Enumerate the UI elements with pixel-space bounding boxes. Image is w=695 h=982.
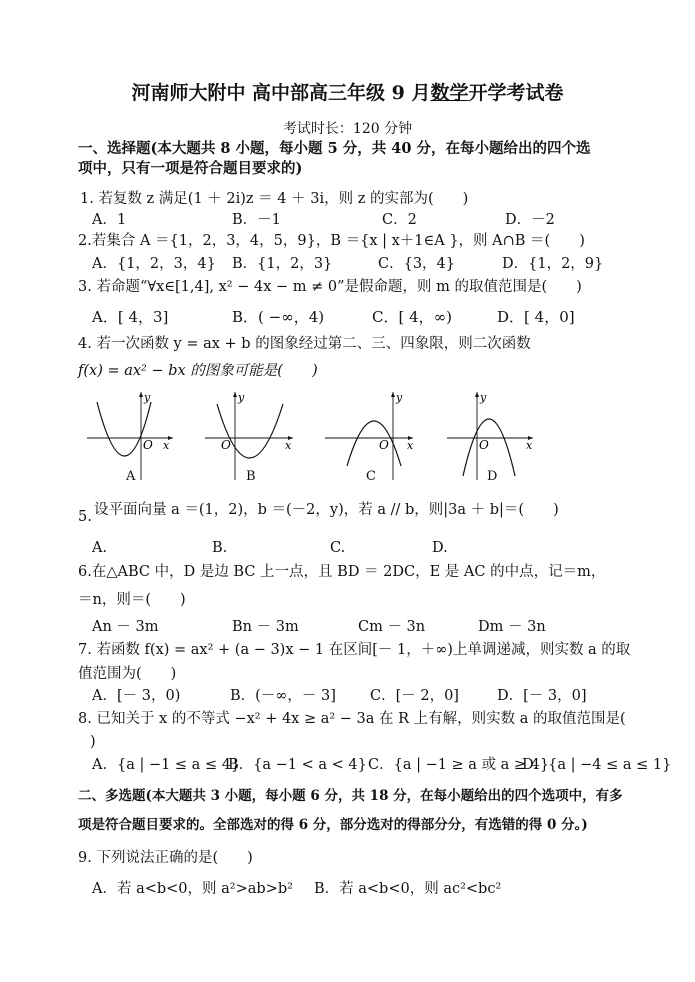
section2-heading-line2: 项是符合题目要求的。全部选对的得 6 分，部分选对的得部分分，有选错的得 0 分。) [78,817,588,833]
graph-c-y-label: y [396,391,403,404]
q4-graph-options [85,390,555,482]
q4-label-b: B [246,469,256,484]
q4-graph-d [447,391,533,480]
q4-graph-b [205,391,293,480]
q8-stem-line1: 8. 已知关于 x 的不等式 −x² + 4x ≥ a² − 3a 在 R 上有解，则实数 a 的取值范围是( [78,711,626,727]
q8-option-b: B．{a −1 < a < 4} [228,757,367,773]
q9-option-a: A．若 a<b<0，则 a²>ab>b² [92,881,293,897]
q1-option-c: C．2 [382,212,417,228]
q9-stem: 9. 下列说法正确的是( ) [78,850,253,866]
graph-d-x-label: x [526,439,533,452]
exam-title [0,80,695,106]
q4-graph-c [325,391,414,480]
q6-stem-line1: 6.在△ABC 中，D 是边 BC 上一点，且 BD ＝ 2DC，E 是 AC 的中点，记＝m， [78,564,606,580]
graph-b-y-label: y [238,391,245,404]
q8-stem-line2: ) [90,734,96,750]
graph-a-x-label: x [163,439,170,452]
q2-option-a: A．{1，2，3，4} [92,256,216,272]
q2-option-b: B．{1，2，3} [232,256,333,272]
q3-option-a: A．[ 4，3] [92,308,169,326]
section1-heading-line1: 一、选择题(本大题共 8 小题，每小题 5 分，共 40 分，在每小题给出的四个选 [78,140,591,157]
q5-stem: 设平面向量 a ＝(1，2)，b ＝(－2，y)，若 a // b，则|3a ＋ b|＝( ) [94,502,559,518]
q2-stem: 2.若集合 A ＝{1，2，3，4，5，9}，B ＝{x | x＋1∈A }，则 A∩B ＝( ) [78,233,585,249]
section1-heading-line2: 项中，只有一项是符合题目要求的) [78,160,303,177]
q6-option-a: An － 3m [92,619,159,635]
q4-label-a: A [126,469,136,484]
graph-c-origin: O [379,438,389,452]
q1-option-b: B．－1 [232,212,281,228]
q5-option-d: D. [432,540,448,556]
graph-a-y-label: y [144,391,151,404]
q4-graph-a [87,391,173,480]
q1-option-d: D．－2 [505,212,555,228]
q4-label-d: D [487,469,498,484]
q5-number: 5. [78,509,92,525]
q6-option-b: Bn － 3m [232,619,299,635]
q7-stem-line1: 7. 若函数 f(x) = ax² + (a − 3)x − 1 在区间[－ 1，＋∞)上单调递减，则实数 a 的取 [78,642,631,658]
graph-a-origin: O [143,438,153,452]
q3-option-d: D．[ 4，0] [497,308,575,326]
graph-c-x-label: x [407,439,414,452]
q4-label-c: C [366,469,376,484]
q5-option-b: B. [212,540,228,556]
q7-option-a: A．[－ 3，0) [92,688,181,704]
q7-option-c: C．[－ 2，0] [370,688,459,704]
q4-stem-line1: 4. 若一次函数 y = ax + b 的图象经过第二、三、四象限，则二次函数 [78,336,531,352]
graph-b-origin: O [221,438,231,452]
exam-duration: 考试时长：120 分钟 [282,121,413,137]
title-post: 开学考试卷 [468,82,564,104]
q7-option-d: D．[－ 3，0] [497,688,587,704]
q8-option-c: C．{a | −1 ≥ a 或 a ≥ 4} [368,757,550,773]
q6-stem-line2: ＝n，则＝( ) [78,592,186,608]
q7-option-b: B．(－∞，－ 3] [230,688,336,704]
q8-option-a: A．{a | −1 ≤ a ≤ 4} [92,757,241,773]
q3-stem: 3. 若命题“∀x∈[1,4], x² − 4x − m ≠ 0”是假命题，则 m 的取值范围是( ) [78,279,582,295]
q2-option-d: D．{1，2，9} [502,256,604,272]
q6-option-c: Cm － 3n [358,619,426,635]
title-subject: 数学 [430,82,469,104]
q3-option-c: C．[ 4，∞) [372,308,452,326]
graph-b-x-label: x [285,439,292,452]
title-pre: 河南师大附中 高中部高三年级 9 月 [131,82,431,104]
q6-option-d: Dm － 3n [478,619,546,635]
q8-option-d: D．{a | −4 ≤ a ≤ 1} [522,757,672,773]
q1-option-a: A．1 [92,212,127,228]
q5-option-a: A. [92,540,108,556]
graph-d-y-label: y [480,391,487,404]
q5-option-c: C. [330,540,346,556]
q1-stem: 1. 若复数 z 满足(1 ＋ 2i)z ＝ 4 ＋ 3i，则 z 的实部为( ) [80,191,469,207]
q7-stem-line2: 值范围为( ) [78,666,177,682]
section2-heading-line1: 二、多选题(本大题共 3 小题，每小题 6 分，共 18 分，在每小题给出的四个选项中，有多 [78,788,623,804]
q4-stem-line2: f(x) = ax² − bx 的图象可能是( ) [78,363,318,379]
q3-option-b: B．( −∞，4) [232,308,325,326]
graph-d-origin: O [479,438,489,452]
q9-option-b: B．若 a<b<0，则 ac²<bc² [314,881,502,897]
q2-option-c: C．{3，4} [378,256,455,272]
